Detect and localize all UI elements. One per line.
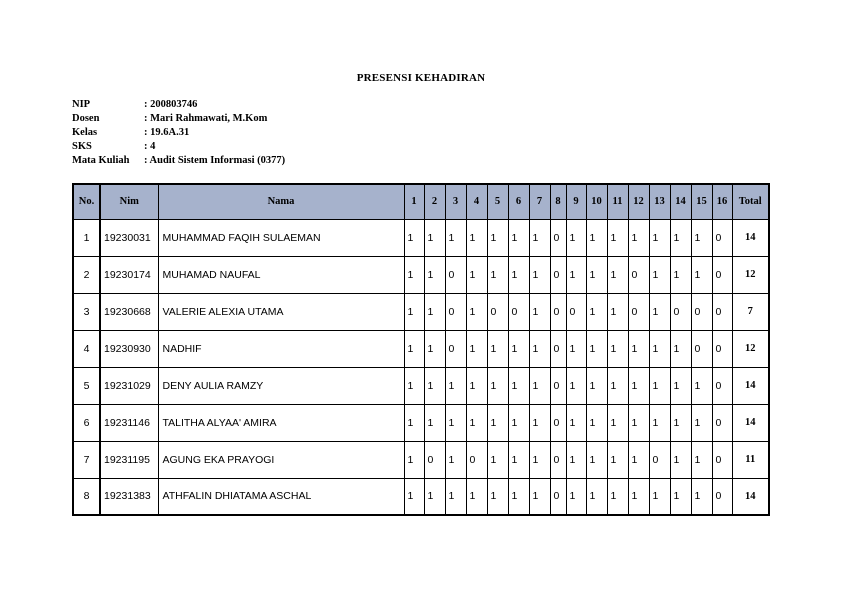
cell-attendance-mark: 1 bbox=[529, 256, 550, 293]
cell-attendance-mark: 1 bbox=[670, 219, 691, 256]
cell-attendance-mark: 1 bbox=[404, 441, 424, 478]
header-total: Total bbox=[732, 184, 769, 219]
cell-attendance-mark: 1 bbox=[628, 367, 649, 404]
cell-attendance-mark: 1 bbox=[445, 404, 466, 441]
cell-nama: ATHFALIN DHIATAMA ASCHAL bbox=[158, 478, 404, 515]
cell-attendance-mark: 1 bbox=[529, 293, 550, 330]
cell-attendance-mark: 0 bbox=[550, 478, 566, 515]
cell-attendance-mark: 0 bbox=[424, 441, 445, 478]
cell-attendance-mark: 1 bbox=[691, 256, 712, 293]
cell-attendance-mark: 1 bbox=[586, 404, 607, 441]
cell-nim: 19231029 bbox=[100, 367, 158, 404]
cell-attendance-mark: 0 bbox=[712, 256, 732, 293]
cell-total: 14 bbox=[732, 478, 769, 515]
cell-attendance-mark: 1 bbox=[424, 293, 445, 330]
cell-total: 12 bbox=[732, 256, 769, 293]
cell-total: 7 bbox=[732, 293, 769, 330]
cell-attendance-mark: 1 bbox=[529, 367, 550, 404]
cell-nim: 19230930 bbox=[100, 330, 158, 367]
cell-attendance-mark: 1 bbox=[424, 256, 445, 293]
cell-attendance-mark: 1 bbox=[586, 330, 607, 367]
info-row-kelas bbox=[72, 126, 285, 140]
table-body bbox=[73, 219, 769, 515]
cell-attendance-mark: 0 bbox=[712, 367, 732, 404]
cell-attendance-mark: 0 bbox=[712, 478, 732, 515]
header-meeting-16: 16 bbox=[712, 184, 732, 219]
cell-attendance-mark: 1 bbox=[691, 219, 712, 256]
header-meeting-14: 14 bbox=[670, 184, 691, 219]
table-row bbox=[73, 256, 769, 293]
cell-attendance-mark: 1 bbox=[404, 404, 424, 441]
table-row bbox=[73, 441, 769, 478]
header-meeting-8: 8 bbox=[550, 184, 566, 219]
attendance-table bbox=[72, 183, 770, 516]
cell-attendance-mark: 1 bbox=[404, 256, 424, 293]
cell-attendance-mark: 1 bbox=[628, 478, 649, 515]
cell-attendance-mark: 0 bbox=[445, 256, 466, 293]
header-meeting-7: 7 bbox=[529, 184, 550, 219]
cell-attendance-mark: 1 bbox=[508, 478, 529, 515]
cell-nim: 19231195 bbox=[100, 441, 158, 478]
cell-attendance-mark: 1 bbox=[649, 293, 670, 330]
cell-attendance-mark: 1 bbox=[424, 219, 445, 256]
cell-attendance-mark: 1 bbox=[404, 478, 424, 515]
cell-attendance-mark: 1 bbox=[466, 404, 487, 441]
info-label: Mata Kuliah bbox=[72, 155, 130, 166]
info-row-sks bbox=[72, 140, 285, 154]
table-row bbox=[73, 478, 769, 515]
cell-no: 2 bbox=[73, 256, 100, 293]
cell-attendance-mark: 1 bbox=[628, 404, 649, 441]
cell-nama: VALERIE ALEXIA UTAMA bbox=[158, 293, 404, 330]
cell-attendance-mark: 1 bbox=[508, 404, 529, 441]
cell-attendance-mark: 1 bbox=[670, 256, 691, 293]
cell-attendance-mark: 1 bbox=[607, 256, 628, 293]
cell-no: 8 bbox=[73, 478, 100, 515]
cell-attendance-mark: 1 bbox=[529, 404, 550, 441]
cell-no: 1 bbox=[73, 219, 100, 256]
cell-attendance-mark: 0 bbox=[712, 404, 732, 441]
cell-attendance-mark: 1 bbox=[487, 256, 508, 293]
course-info bbox=[72, 98, 285, 168]
cell-attendance-mark: 1 bbox=[487, 404, 508, 441]
cell-attendance-mark: 1 bbox=[445, 367, 466, 404]
cell-no: 7 bbox=[73, 441, 100, 478]
cell-attendance-mark: 1 bbox=[691, 478, 712, 515]
cell-attendance-mark: 1 bbox=[508, 441, 529, 478]
info-value: : Audit Sistem Informasi (0377) bbox=[144, 155, 286, 166]
info-value: : 4 bbox=[144, 141, 156, 152]
cell-attendance-mark: 0 bbox=[445, 330, 466, 367]
cell-attendance-mark: 0 bbox=[628, 293, 649, 330]
cell-attendance-mark: 1 bbox=[404, 219, 424, 256]
cell-nim: 19230668 bbox=[100, 293, 158, 330]
cell-attendance-mark: 1 bbox=[628, 441, 649, 478]
cell-attendance-mark: 1 bbox=[649, 219, 670, 256]
info-row-dosen bbox=[72, 112, 285, 126]
info-label: Kelas bbox=[72, 127, 98, 138]
cell-attendance-mark: 1 bbox=[487, 441, 508, 478]
cell-attendance-mark: 1 bbox=[566, 256, 586, 293]
header-meeting-1: 1 bbox=[404, 184, 424, 219]
cell-attendance-mark: 1 bbox=[529, 441, 550, 478]
header-meeting-13: 13 bbox=[649, 184, 670, 219]
info-row-mata-kuliah bbox=[72, 154, 285, 168]
table-row bbox=[73, 404, 769, 441]
header-meeting-9: 9 bbox=[566, 184, 586, 219]
cell-attendance-mark: 1 bbox=[649, 367, 670, 404]
cell-attendance-mark: 0 bbox=[550, 219, 566, 256]
cell-attendance-mark: 1 bbox=[466, 293, 487, 330]
cell-attendance-mark: 1 bbox=[607, 404, 628, 441]
cell-attendance-mark: 1 bbox=[404, 330, 424, 367]
cell-attendance-mark: 0 bbox=[712, 330, 732, 367]
cell-attendance-mark: 1 bbox=[466, 330, 487, 367]
header-nim: Nim bbox=[100, 184, 158, 219]
cell-attendance-mark: 1 bbox=[529, 330, 550, 367]
cell-attendance-mark: 1 bbox=[586, 441, 607, 478]
cell-attendance-mark: 1 bbox=[445, 441, 466, 478]
cell-attendance-mark: 1 bbox=[586, 293, 607, 330]
cell-nim: 19230031 bbox=[100, 219, 158, 256]
info-row-nip bbox=[72, 98, 285, 112]
cell-attendance-mark: 1 bbox=[566, 441, 586, 478]
cell-attendance-mark: 1 bbox=[445, 219, 466, 256]
cell-attendance-mark: 1 bbox=[566, 330, 586, 367]
cell-nama: MUHAMMAD FAQIH SULAEMAN bbox=[158, 219, 404, 256]
cell-nim: 19231146 bbox=[100, 404, 158, 441]
cell-attendance-mark: 1 bbox=[670, 441, 691, 478]
header-meeting-2: 2 bbox=[424, 184, 445, 219]
cell-nim: 19230174 bbox=[100, 256, 158, 293]
cell-attendance-mark: 0 bbox=[649, 441, 670, 478]
cell-attendance-mark: 0 bbox=[508, 293, 529, 330]
cell-attendance-mark: 1 bbox=[466, 367, 487, 404]
cell-attendance-mark: 1 bbox=[487, 367, 508, 404]
cell-attendance-mark: 1 bbox=[508, 256, 529, 293]
cell-attendance-mark: 1 bbox=[487, 219, 508, 256]
cell-attendance-mark: 1 bbox=[508, 330, 529, 367]
cell-nama: TALITHA ALYAA' AMIRA bbox=[158, 404, 404, 441]
header-meeting-5: 5 bbox=[487, 184, 508, 219]
info-label: NIP bbox=[72, 99, 91, 110]
cell-no: 5 bbox=[73, 367, 100, 404]
cell-attendance-mark: 0 bbox=[628, 256, 649, 293]
cell-attendance-mark: 0 bbox=[550, 293, 566, 330]
info-label: Dosen bbox=[72, 113, 100, 124]
cell-attendance-mark: 1 bbox=[649, 330, 670, 367]
cell-attendance-mark: 1 bbox=[586, 219, 607, 256]
cell-total: 11 bbox=[732, 441, 769, 478]
info-value: : 19.6A.31 bbox=[144, 127, 190, 138]
cell-attendance-mark: 1 bbox=[566, 219, 586, 256]
cell-attendance-mark: 1 bbox=[691, 404, 712, 441]
cell-attendance-mark: 1 bbox=[424, 367, 445, 404]
table-row bbox=[73, 293, 769, 330]
header-meeting-10: 10 bbox=[586, 184, 607, 219]
cell-total: 14 bbox=[732, 404, 769, 441]
info-label: SKS bbox=[72, 141, 92, 152]
cell-attendance-mark: 1 bbox=[649, 478, 670, 515]
table-row bbox=[73, 367, 769, 404]
cell-attendance-mark: 1 bbox=[628, 219, 649, 256]
table-row bbox=[73, 219, 769, 256]
cell-attendance-mark: 1 bbox=[404, 367, 424, 404]
cell-attendance-mark: 1 bbox=[487, 478, 508, 515]
cell-attendance-mark: 1 bbox=[649, 256, 670, 293]
cell-attendance-mark: 0 bbox=[550, 404, 566, 441]
cell-attendance-mark: 1 bbox=[508, 219, 529, 256]
cell-attendance-mark: 1 bbox=[508, 367, 529, 404]
header-meeting-15: 15 bbox=[691, 184, 712, 219]
cell-attendance-mark: 0 bbox=[691, 293, 712, 330]
cell-attendance-mark: 1 bbox=[607, 219, 628, 256]
cell-attendance-mark: 1 bbox=[466, 219, 487, 256]
cell-attendance-mark: 1 bbox=[586, 478, 607, 515]
cell-attendance-mark: 1 bbox=[529, 219, 550, 256]
header-no: No. bbox=[73, 184, 100, 219]
cell-attendance-mark: 0 bbox=[691, 330, 712, 367]
cell-attendance-mark: 1 bbox=[566, 478, 586, 515]
header-meeting-11: 11 bbox=[607, 184, 628, 219]
table-header-row bbox=[73, 184, 769, 219]
cell-attendance-mark: 0 bbox=[487, 293, 508, 330]
cell-attendance-mark: 1 bbox=[466, 478, 487, 515]
table-row bbox=[73, 330, 769, 367]
cell-attendance-mark: 1 bbox=[424, 330, 445, 367]
cell-attendance-mark: 0 bbox=[466, 441, 487, 478]
cell-attendance-mark: 0 bbox=[670, 293, 691, 330]
cell-attendance-mark: 1 bbox=[607, 441, 628, 478]
cell-attendance-mark: 0 bbox=[550, 441, 566, 478]
header-meeting-3: 3 bbox=[445, 184, 466, 219]
cell-attendance-mark: 1 bbox=[607, 330, 628, 367]
cell-attendance-mark: 1 bbox=[424, 478, 445, 515]
cell-attendance-mark: 1 bbox=[466, 256, 487, 293]
cell-attendance-mark: 1 bbox=[649, 404, 670, 441]
cell-attendance-mark: 1 bbox=[670, 330, 691, 367]
cell-no: 6 bbox=[73, 404, 100, 441]
cell-attendance-mark: 1 bbox=[670, 367, 691, 404]
cell-attendance-mark: 1 bbox=[445, 478, 466, 515]
cell-attendance-mark: 1 bbox=[628, 330, 649, 367]
cell-total: 12 bbox=[732, 330, 769, 367]
cell-attendance-mark: 1 bbox=[691, 367, 712, 404]
header-meeting-12: 12 bbox=[628, 184, 649, 219]
cell-nama: NADHIF bbox=[158, 330, 404, 367]
cell-nama: MUHAMAD NAUFAL bbox=[158, 256, 404, 293]
cell-attendance-mark: 0 bbox=[712, 293, 732, 330]
header-meeting-4: 4 bbox=[466, 184, 487, 219]
cell-attendance-mark: 0 bbox=[550, 330, 566, 367]
cell-attendance-mark: 1 bbox=[487, 330, 508, 367]
cell-attendance-mark: 1 bbox=[670, 404, 691, 441]
cell-attendance-mark: 0 bbox=[712, 441, 732, 478]
cell-attendance-mark: 1 bbox=[566, 367, 586, 404]
header-nama: Nama bbox=[158, 184, 404, 219]
cell-attendance-mark: 1 bbox=[691, 441, 712, 478]
cell-nama: AGUNG EKA PRAYOGI bbox=[158, 441, 404, 478]
cell-attendance-mark: 0 bbox=[712, 219, 732, 256]
cell-attendance-mark: 0 bbox=[550, 256, 566, 293]
cell-total: 14 bbox=[732, 367, 769, 404]
cell-attendance-mark: 1 bbox=[607, 367, 628, 404]
cell-total: 14 bbox=[732, 219, 769, 256]
cell-attendance-mark: 0 bbox=[550, 367, 566, 404]
cell-attendance-mark: 1 bbox=[529, 478, 550, 515]
cell-no: 4 bbox=[73, 330, 100, 367]
cell-attendance-mark: 1 bbox=[607, 293, 628, 330]
cell-attendance-mark: 1 bbox=[566, 404, 586, 441]
cell-nim: 19231383 bbox=[100, 478, 158, 515]
cell-attendance-mark: 1 bbox=[404, 293, 424, 330]
cell-attendance-mark: 1 bbox=[586, 256, 607, 293]
cell-nama: DENY AULIA RAMZY bbox=[158, 367, 404, 404]
header-meeting-6: 6 bbox=[508, 184, 529, 219]
cell-attendance-mark: 1 bbox=[670, 478, 691, 515]
info-value: : 200803746 bbox=[144, 99, 198, 110]
cell-attendance-mark: 0 bbox=[445, 293, 466, 330]
cell-attendance-mark: 1 bbox=[607, 478, 628, 515]
cell-no: 3 bbox=[73, 293, 100, 330]
cell-attendance-mark: 0 bbox=[566, 293, 586, 330]
info-value: : Mari Rahmawati, M.Kom bbox=[144, 113, 268, 124]
document-title: PRESENSI KEHADIRAN bbox=[356, 72, 486, 84]
cell-attendance-mark: 1 bbox=[424, 404, 445, 441]
cell-attendance-mark: 1 bbox=[586, 367, 607, 404]
